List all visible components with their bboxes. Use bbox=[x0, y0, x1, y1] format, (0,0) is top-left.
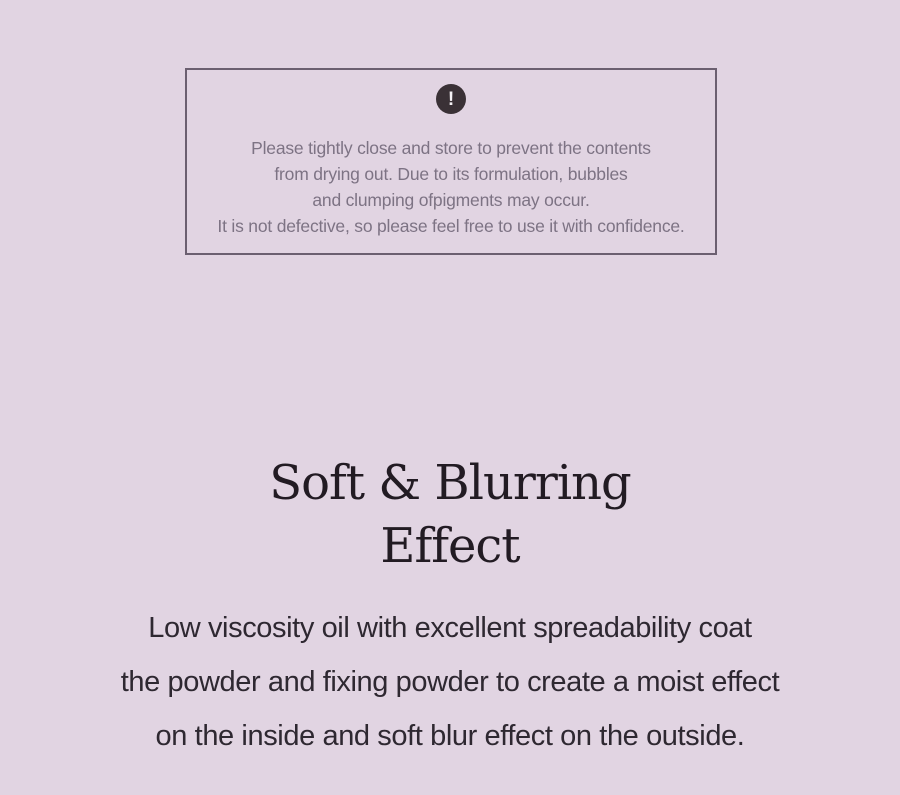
storage-notice-box bbox=[185, 68, 717, 255]
notice-line: from drying out. Due to its formulation, bubbles bbox=[274, 164, 628, 184]
notice-line: It is not defective, so please feel free to use it with confidence. bbox=[217, 216, 685, 236]
section-description bbox=[0, 601, 900, 763]
section-title-line: Effect bbox=[380, 518, 520, 574]
storage-notice-text bbox=[187, 135, 715, 239]
section-title-line: Soft & Blurring bbox=[269, 455, 631, 511]
description-line: Low viscosity oil with excellent spreadability coat bbox=[148, 612, 752, 644]
notice-line: Please tightly close and store to prevent the contents bbox=[251, 138, 651, 158]
description-line: the powder and fixing powder to create a moist effect bbox=[120, 666, 780, 698]
exclamation-icon bbox=[436, 84, 466, 114]
description-line: on the inside and soft blur effect on the outside. bbox=[155, 720, 745, 752]
notice-line: and clumping ofpigments may occur. bbox=[312, 190, 590, 210]
section-title bbox=[0, 452, 900, 578]
exclamation-glyph: ! bbox=[447, 88, 455, 110]
